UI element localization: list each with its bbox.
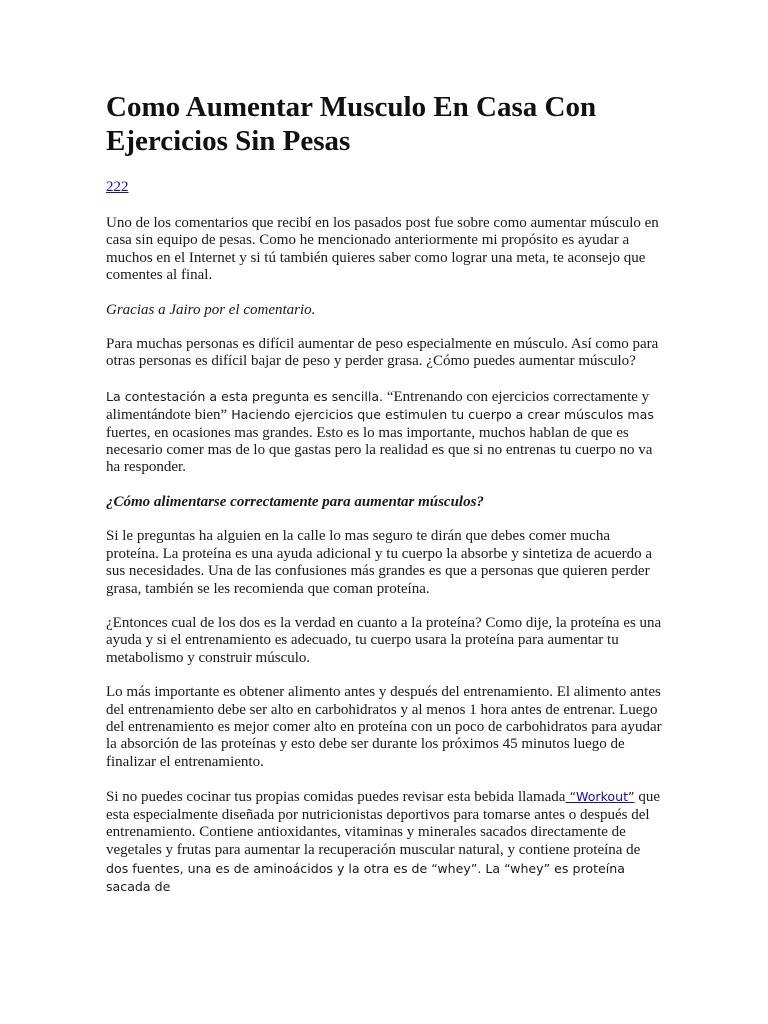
answer-part-1: La contestación a esta pregunta es sencilla. (106, 388, 384, 404)
paragraph-workout (106, 788, 662, 896)
section-heading: ¿Cómo alimentarse correctamente para aumentar músculos? (106, 493, 484, 510)
answer-quote: “Entrenando con ejercicios correctamente y alimentándote bien” (106, 388, 650, 424)
paragraph-timing: Lo más importante es obtener alimento antes y después del entrenamiento. El alimento antes del entrenamiento debe ser alto en carbohidratos y al menos 1 hora antes de entrenar. Luego del entrenamiento es mejor comer alto en proteína con un poco de carbohidratos para ayudar la absorción de las proteínas y esto debe ser durante los próximos 45 minutos luego de finalizar el entrenamiento. (106, 684, 662, 770)
paragraph-question: Para muchas personas es difícil aumentar de peso especialmente en músculo. Así como para otras personas es difícil bajar de peso y perder grasa. ¿Cómo puedes aumentar músculo? (106, 336, 659, 370)
paragraph-answer (106, 388, 662, 477)
workout-part-3: dos fuentes, una es de aminoácidos y la otra es de “whey”. La “whey” es proteína sacada de (106, 860, 625, 895)
answer-part-3: fuertes, en ocasiones mas grandes. Esto es lo mas importante, muchos hablan de que es necesario comer mas de lo que gastas pero la realidad es que si no entrenas tu cuerpo no va ha responder. (106, 424, 653, 476)
paragraph-intro: Uno de los comentarios que recibí en los pasados post fue sobre como aumentar músculo en casa sin equipo de pesas. Como he mencionado anteriormente mi propósito es ayudar a muchos en el Internet y si tú también quieres saber como lograr una meta, te aconsejo que comentes al final. (106, 215, 659, 284)
article-title: Como Aumentar Musculo En Casa Con Ejercicios Sin Pesas (106, 91, 597, 157)
paragraph-truth: ¿Entonces cual de los dos es la verdad en cuanto a la proteína? Como dije, la proteína es una ayuda y si el entrenamiento es adecuado, tu cuerpo usara la proteína para aumentar tu metabolismo y construir músculo. (106, 614, 662, 666)
workout-part-2: que esta especialmente diseñada por nutricionistas deportivos para tomarse antes o después del entrenamiento. Contiene antioxidantes, vitaminas y minerales sacados directamente de vegetales y frutas para aumentar la recuperación muscular natural, y contiene proteína de (106, 789, 660, 859)
post-link[interactable]: 222 (106, 179, 129, 195)
workout-link[interactable]: “Workout” (565, 789, 635, 805)
paragraph-thanks: Gracias a Jairo por el comentario. (106, 301, 316, 318)
workout-part-1: Si no puedes cocinar tus propias comidas puedes revisar esta bebida llamada (106, 789, 566, 806)
article (106, 90, 662, 897)
paragraph-protein: Si le preguntas ha alguien en la calle lo mas seguro te dirán que debes comer mucha proteína. La proteína es una ayuda adicional y tu cuerpo la absorbe y sintetiza de acuerdo a sus necesidades. Una de las confusiones más grandes es que a personas que quieren perder grasa, también se les recomienda que coman proteína. (106, 528, 653, 597)
answer-part-2: Haciendo ejercicios que estimulen tu cuerpo a crear músculos mas (227, 407, 654, 423)
